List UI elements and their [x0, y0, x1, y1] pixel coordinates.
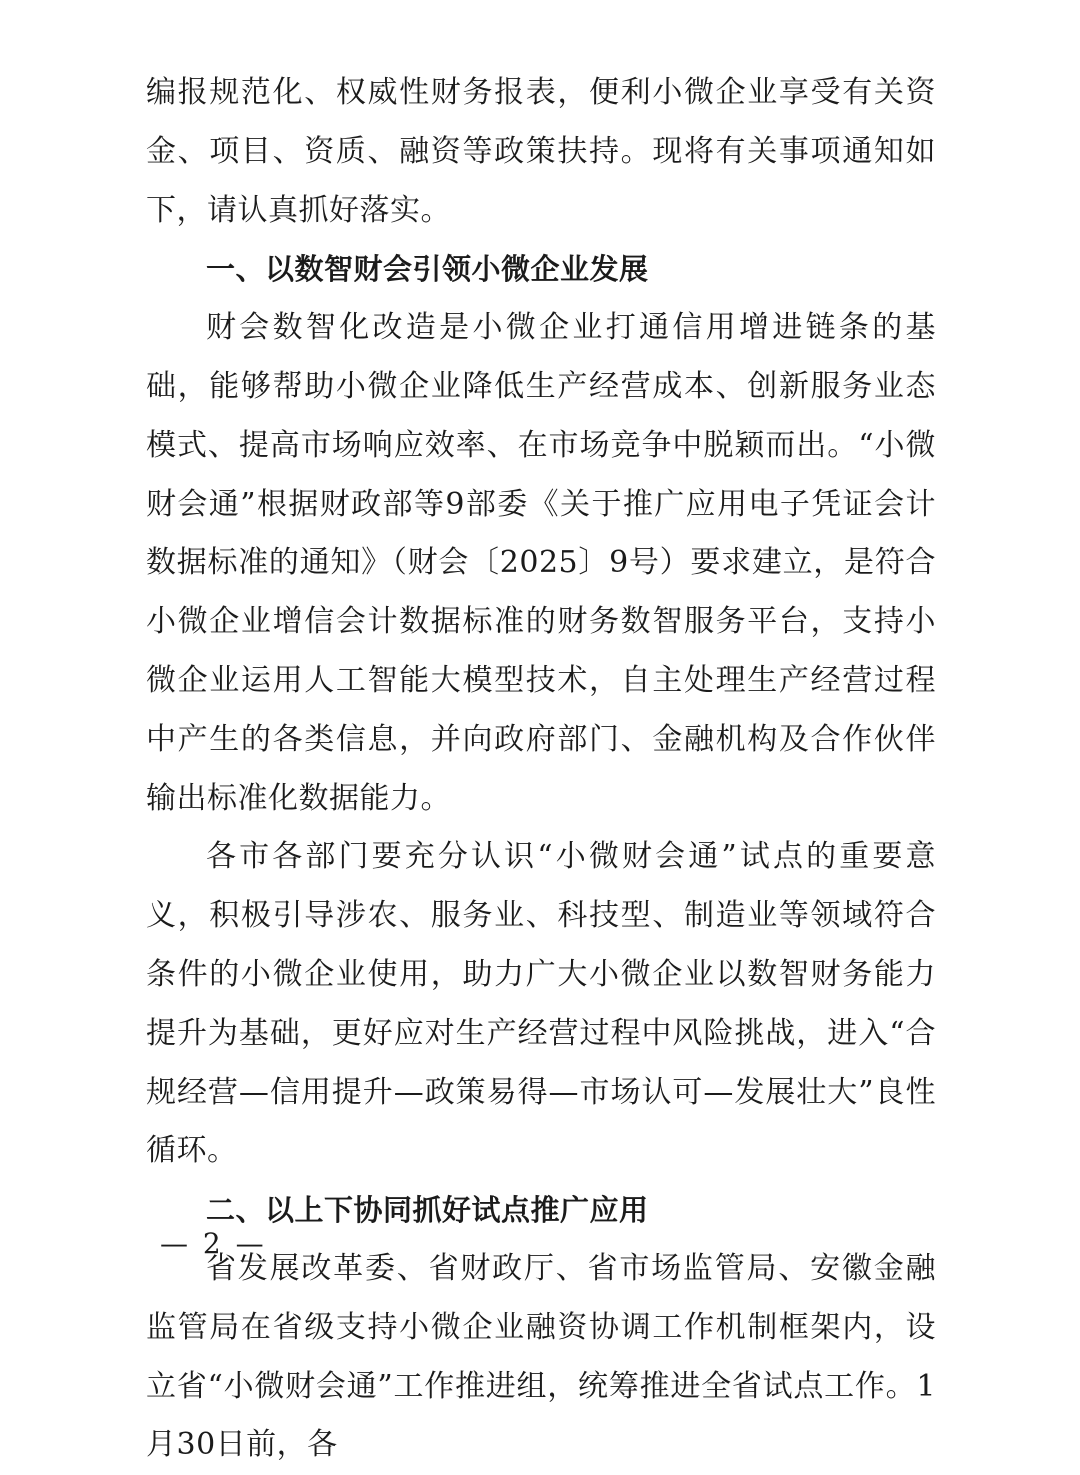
- section-heading-1: 一、以数智财会引领小微企业发展: [206, 252, 649, 287]
- paragraph: 各市各部门要充分认识“小微财会通”试点的重要意义，积极引导涉农、服务业、科技型、制造业等领域符合条件的小微企业使用，助力广大小微企业以数智财务能力提升为基础，更好应对生产经营过程中风险挑战，进入“合规经营—信用提升—政策易得—市场认可—发展壮大”良性循环。: [146, 839, 936, 1169]
- paragraph-continuation: 编报规范化、权威性财务报表，便利小微企业享受有关资金、项目、资质、融资等政策扶持。现将有关事项通知如下，请认真抓好落实。: [146, 75, 936, 228]
- paragraph: 省发展改革委、省财政厅、省市场监管局、安徽金融监管局在省级支持小微企业融资协调工作机制框架内，设立省“小微财会通”工作推进组，统筹推进全省试点工作。1月30日前，各: [146, 1250, 936, 1463]
- page-number: — 2 —: [160, 1227, 267, 1260]
- document-body: [146, 64, 936, 1475]
- section-heading-2: 二、以上下协同抓好试点推广应用: [206, 1193, 649, 1228]
- paragraph: 财会数智化改造是小微企业打通信用增进链条的基础，能够帮助小微企业降低生产经营成本、创新服务业态模式、提高市场响应效率、在市场竞争中脱颖而出。“小微财会通”根据财政部等9部委《关于推广应用电子凭证会计数据标准的通知》（财会〔2025〕9号）要求建立，是符合小微企业增信会计数据标准的财务数智服务平台，支持小微企业运用人工智能大模型技术，自主处理生产经营过程中产生的各类信息，并向政府部门、金融机构及合作伙伴输出标准化数据能力。: [146, 310, 936, 816]
